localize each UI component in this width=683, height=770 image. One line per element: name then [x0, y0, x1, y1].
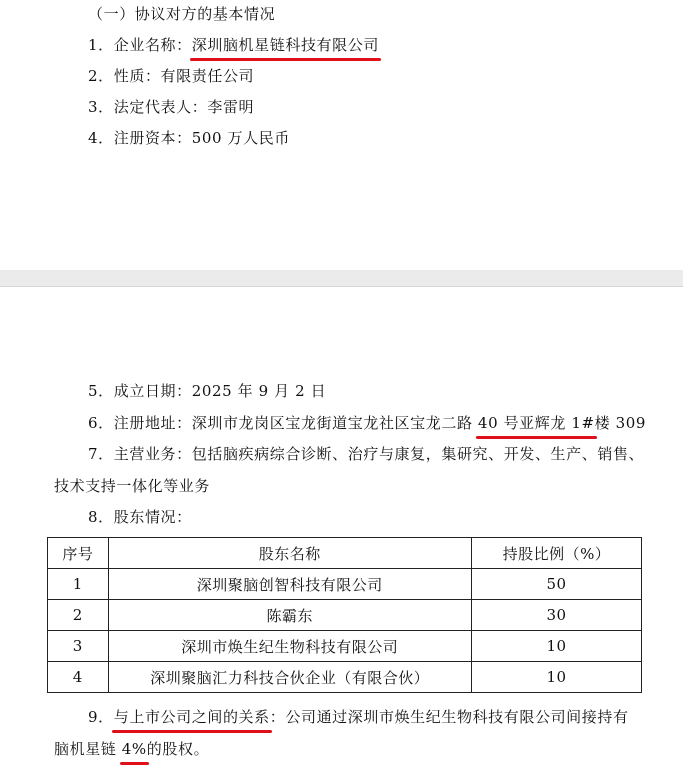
address-prefix: 6．注册地址：深圳市龙岗区宝龙街道宝龙社区宝龙二路	[88, 414, 478, 432]
cell-percent: 30	[471, 600, 641, 631]
cell-name: 深圳聚脑汇力科技合伙企业（有限合伙）	[108, 662, 471, 693]
item-relationship-line1	[88, 707, 629, 727]
cell-name: 深圳市焕生纪生物科技有限公司	[108, 631, 471, 662]
item-label: 2．性质：	[88, 67, 161, 85]
item-number: 9．	[88, 708, 114, 726]
table-header-row	[48, 538, 642, 569]
address-underlined: 40 号亚辉龙 1#	[477, 414, 595, 432]
shareholders-table	[47, 537, 642, 693]
table-row	[48, 569, 642, 600]
item-label: 1．企业名称：	[88, 36, 192, 54]
document-page-2	[0, 287, 683, 770]
cell-no: 4	[48, 662, 109, 693]
table-row	[48, 662, 642, 693]
header-percent: 持股比例（%）	[471, 538, 641, 569]
relationship-line2-suffix: 的股权。	[146, 740, 210, 758]
item-establish-date: 5．成立日期：2025 年 9 月 2 日	[88, 382, 327, 400]
cell-no: 2	[48, 600, 109, 631]
section-heading: （一）协议对方的基本情况	[88, 5, 276, 23]
cell-no: 1	[48, 569, 109, 600]
cell-name: 陈霸东	[108, 600, 471, 631]
table-row	[48, 631, 642, 662]
item-value: 500 万人民币	[191, 129, 290, 147]
cell-no: 3	[48, 631, 109, 662]
page-separator	[0, 270, 683, 287]
item-relationship-line2	[54, 739, 209, 759]
header-no: 序号	[48, 538, 109, 569]
item-label: 4．注册资本：	[88, 129, 192, 147]
relationship-underlined: 与上市公司之间的关系	[113, 708, 270, 726]
item-value: 有限责任公司	[160, 67, 255, 85]
cell-percent: 10	[471, 631, 641, 662]
document-page-1	[0, 0, 683, 271]
relationship-line2-prefix: 脑机星链	[54, 740, 122, 758]
stake-percent-underlined: 4%	[121, 740, 147, 758]
item-nature	[88, 66, 254, 86]
cell-percent: 10	[471, 662, 641, 693]
item-registered-address	[88, 413, 646, 433]
cell-name: 深圳聚脑创智科技有限公司	[108, 569, 471, 600]
item-main-business-line1: 7．主营业务：包括脑疾病综合诊断、治疗与康复，集研究、开发、生产、销售、	[88, 445, 645, 463]
company-name-value: 深圳脑机星链科技有限公司	[191, 36, 379, 54]
cell-percent: 50	[471, 569, 641, 600]
header-name: 股东名称	[108, 538, 471, 569]
item-main-business-line2: 技术支持一体化等业务	[54, 477, 211, 495]
table-row	[48, 600, 642, 631]
address-suffix: 楼 309	[594, 414, 647, 432]
item-label: 3．法定代表人：	[88, 98, 208, 116]
item-shareholders-heading: 8．股东情况：	[88, 508, 192, 526]
item-company-name	[88, 35, 379, 55]
item-legal-rep	[88, 97, 254, 117]
item-value: 李雷明	[207, 98, 255, 116]
item-registered-capital	[88, 128, 290, 148]
relationship-text: ：公司通过深圳市焕生纪生物科技有限公司间接持有	[269, 708, 629, 726]
